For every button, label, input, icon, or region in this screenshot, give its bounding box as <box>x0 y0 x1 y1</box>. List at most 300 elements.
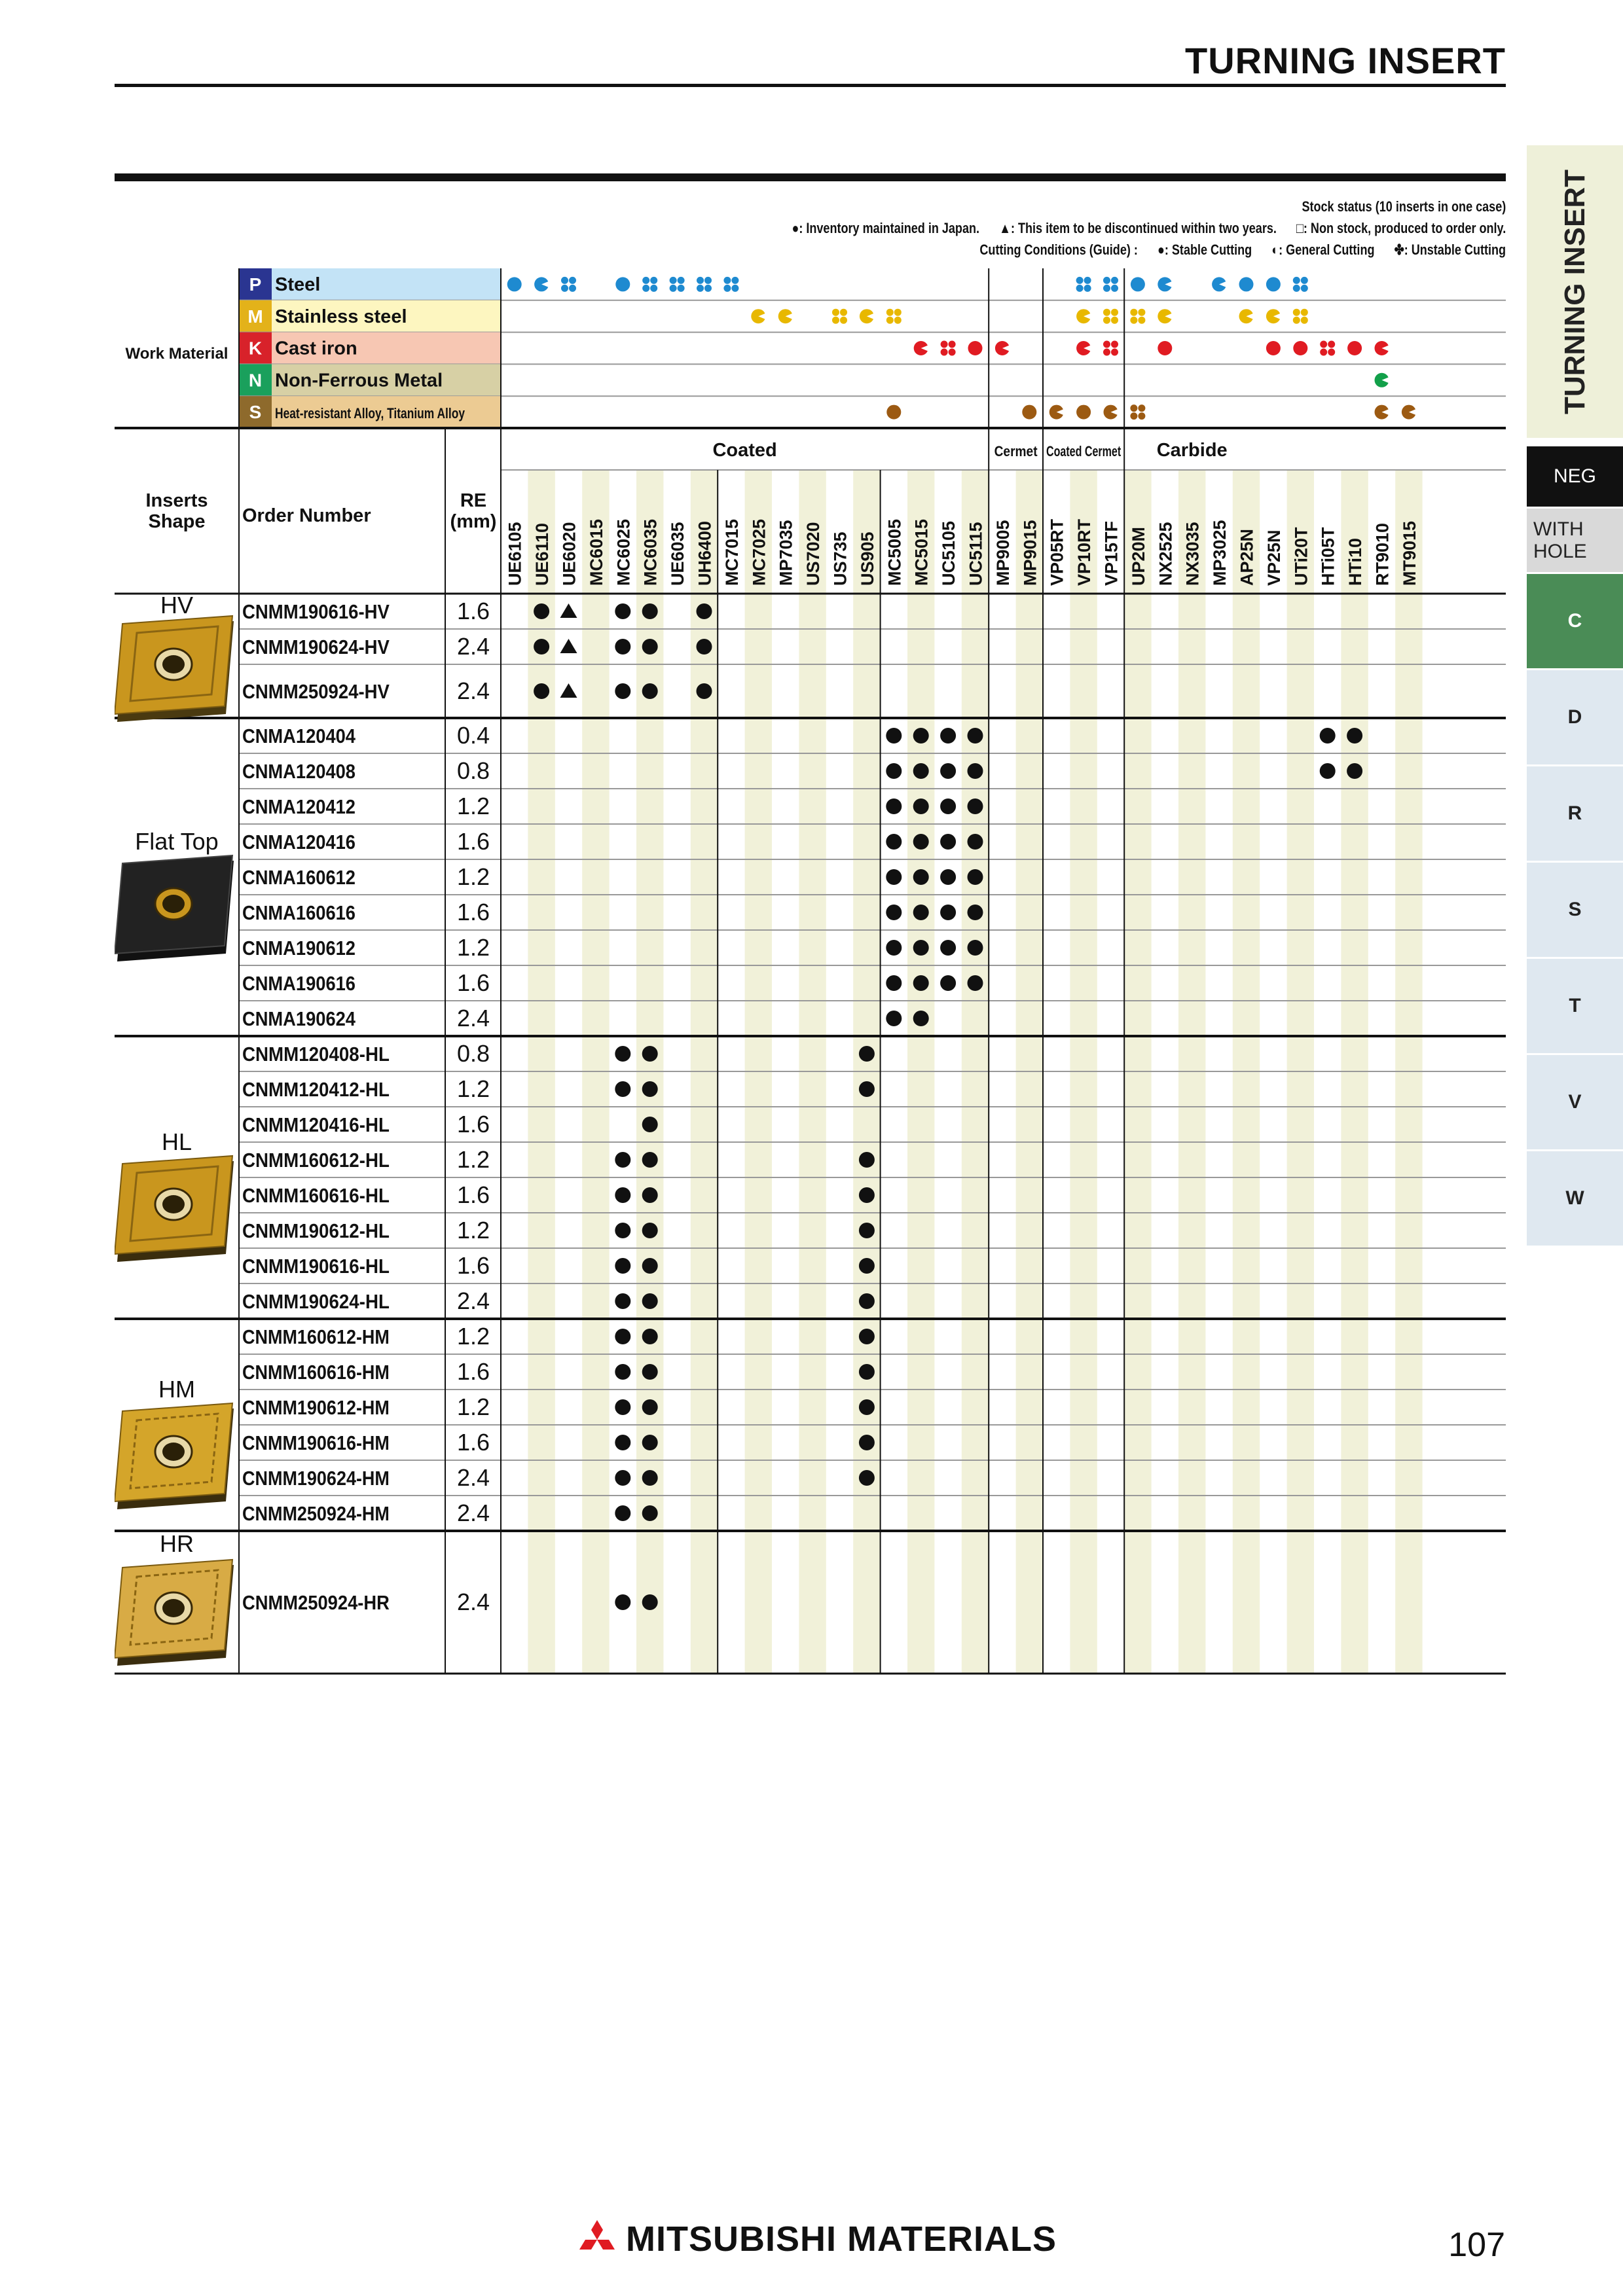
discontinued-triangle-icon: ▲ <box>998 220 1011 236</box>
unstable-lobe <box>650 285 657 292</box>
unstable-lobe <box>642 277 649 284</box>
unstable-center <box>729 282 733 286</box>
inventory-dot <box>642 1364 658 1380</box>
unstable-lobe <box>1111 349 1118 356</box>
inventory-dot <box>968 834 983 850</box>
side-tab-t-label: T <box>1569 995 1581 1016</box>
side-tab-s-label: S <box>1568 899 1582 920</box>
unstable-lobe <box>1138 412 1145 420</box>
material-mark-stable-icon <box>1158 341 1172 355</box>
unstable-lobe <box>1293 309 1300 316</box>
unstable-lobe <box>731 277 739 284</box>
order-number: CNMA160616 <box>242 901 356 924</box>
inventory-dot <box>615 1081 630 1097</box>
legend-inventory: : Inventory maintained in Japan. <box>799 220 979 236</box>
material-tag-letter: N <box>248 370 263 391</box>
inventory-dot <box>968 728 983 744</box>
inventory-dot <box>913 869 929 885</box>
re-value: 2.4 <box>456 677 490 704</box>
unstable-lobe <box>840 309 847 316</box>
side-tab-neg-label: NEG <box>1553 465 1596 487</box>
inventory-dot <box>886 975 902 991</box>
grade-name: US7020 <box>803 522 824 586</box>
legend-status-line <box>792 220 1506 237</box>
material-mark-unstable-icon <box>832 309 847 324</box>
material-mark-unstable-icon <box>1103 277 1118 292</box>
legend-stable: : Stable Cutting <box>1164 242 1252 258</box>
inventory-dot <box>886 763 902 779</box>
unstable-lobe <box>1076 285 1084 292</box>
legend-stock-status <box>1302 198 1506 215</box>
unstable-center <box>567 282 571 286</box>
material-name: Heat-resistant Alloy, Titanium Alloy <box>275 405 465 422</box>
inventory-dot <box>534 683 549 699</box>
grade-name: MC6015 <box>586 518 606 586</box>
unstable-lobe <box>894 309 902 316</box>
inventory-dot <box>968 905 983 920</box>
inventory-dot <box>940 763 956 779</box>
material-mark-unstable-icon <box>642 277 657 292</box>
legend-conditions-line <box>979 242 1506 259</box>
table-top-rule <box>115 173 1506 181</box>
unstable-center <box>1298 282 1302 286</box>
inventory-dot <box>940 940 956 956</box>
material-mark-unstable-icon <box>1103 309 1118 324</box>
re-value: 1.6 <box>456 899 490 925</box>
legend-unstable: : Unstable Cutting <box>1404 242 1506 258</box>
inventory-dot <box>859 1470 875 1486</box>
insert-hl-icon <box>115 1156 234 1262</box>
inventory-dot <box>913 905 929 920</box>
unstable-lobe <box>642 285 649 292</box>
unstable-lobe <box>650 277 657 284</box>
inventory-dot <box>697 639 712 655</box>
side-tab-r-label: R <box>1567 802 1582 824</box>
inventory-dot <box>1320 728 1336 744</box>
material-mark-stable-icon <box>1347 341 1362 355</box>
unstable-lobe <box>1103 309 1110 316</box>
inserts-shape-header-2: Shape <box>148 511 206 532</box>
inventory-dot <box>859 1081 875 1097</box>
inventory-dot <box>859 1258 875 1274</box>
unstable-lobe <box>1130 412 1137 420</box>
insert-hr-icon <box>115 1560 234 1666</box>
inventory-dot <box>886 834 902 850</box>
unstable-center <box>1082 282 1085 286</box>
order-number: CNMM120412-HL <box>242 1078 390 1101</box>
material-name: Cast iron <box>275 338 357 359</box>
side-tab-w[interactable] <box>1527 1151 1623 1247</box>
inventory-dot <box>642 1329 658 1344</box>
grade-name: US905 <box>857 531 877 586</box>
inventory-dot <box>940 728 956 744</box>
unstable-center <box>838 314 842 318</box>
stable-cutting-icon: ● <box>1157 242 1165 258</box>
grade-table-svg <box>115 268 1506 1700</box>
grade-name: UH6400 <box>695 520 715 586</box>
material-mark-stable-icon <box>1239 277 1254 291</box>
unstable-lobe <box>723 277 731 284</box>
page-number: 107 <box>1448 2226 1505 2264</box>
order-number: CNMA120412 <box>242 795 356 818</box>
inventory-dot <box>642 1046 658 1062</box>
inventory-dot <box>642 1293 658 1309</box>
grade-name: MP7035 <box>776 520 796 586</box>
inventory-dot <box>940 798 956 814</box>
order-number: CNMM120408-HL <box>242 1043 390 1066</box>
unstable-lobe <box>941 341 948 348</box>
grade-name: VP10RT <box>1074 518 1095 586</box>
order-number: CNMA120408 <box>242 760 356 783</box>
re-header-unit: (mm) <box>450 511 497 532</box>
unstable-lobe <box>1293 277 1300 284</box>
re-value: 1.6 <box>456 1429 490 1456</box>
unstable-lobe <box>894 317 902 324</box>
brand-name: MITSUBISHI MATERIALS <box>626 2219 1057 2259</box>
unstable-center <box>648 282 652 286</box>
material-mark-unstable-icon <box>697 277 712 292</box>
inventory-dot <box>534 603 549 619</box>
side-index-tab <box>1527 145 1623 1255</box>
non-stock-square-icon: □ <box>1296 220 1304 236</box>
re-value: 1.6 <box>456 828 490 855</box>
inventory-dot <box>886 728 902 744</box>
inventory-dot <box>615 1293 630 1309</box>
grade-name: MP9015 <box>1020 520 1040 586</box>
inventory-dot <box>615 639 630 655</box>
order-number: CNMM250924-HM <box>242 1502 390 1525</box>
grade-name: UC5105 <box>939 520 959 586</box>
inventory-dot <box>940 869 956 885</box>
material-mark-unstable-icon <box>723 277 739 292</box>
legend-discontinued: : This item to be discontinued within two years. <box>1010 220 1277 236</box>
unstable-lobe <box>1103 349 1110 356</box>
page-title: TURNING INSERT <box>1185 40 1506 81</box>
material-name: Non-Ferrous Metal <box>275 370 443 391</box>
unstable-lobe <box>1138 309 1145 316</box>
unstable-lobe <box>1130 404 1137 412</box>
inventory-dot <box>615 1187 630 1203</box>
inventory-dot <box>1320 763 1336 779</box>
inventory-dot <box>968 869 983 885</box>
inventory-dot <box>642 1258 658 1274</box>
grade-name: MC5015 <box>911 518 932 586</box>
material-tag-letter: S <box>249 402 262 423</box>
material-mark-unstable-icon <box>941 341 956 356</box>
unstable-lobe <box>704 285 712 292</box>
order-number: CNMM190612-HL <box>242 1219 390 1242</box>
unstable-lobe <box>1103 341 1110 348</box>
order-number: CNMA160612 <box>242 866 356 889</box>
re-value: 2.4 <box>456 1005 490 1031</box>
grade-name: UP20M <box>1128 526 1148 586</box>
group-label: Carbide <box>1156 440 1228 461</box>
unstable-lobe <box>1103 277 1110 284</box>
legend-stock-status-text: Stock status (10 inserts in one case) <box>1302 198 1506 215</box>
grade-name: MT9015 <box>1399 520 1419 586</box>
order-number: CNMM190624-HV <box>242 636 390 658</box>
inventory-dot <box>859 1152 875 1168</box>
inventory-dot <box>615 1594 630 1610</box>
inventory-dot <box>642 1187 658 1203</box>
re-value: 1.6 <box>456 1111 490 1138</box>
inventory-dot <box>859 1223 875 1238</box>
inventory-dot <box>859 1187 875 1203</box>
material-mark-stable-icon <box>1266 341 1281 355</box>
inventory-dot <box>615 1223 630 1238</box>
grade-name: NX2525 <box>1156 522 1176 586</box>
inventory-dot <box>886 869 902 885</box>
unstable-lobe <box>1111 309 1118 316</box>
grade-name: MC5005 <box>884 518 905 586</box>
shape-label: HL <box>161 1128 192 1155</box>
inventory-dot <box>642 639 658 655</box>
inventory-dot <box>615 683 630 699</box>
inventory-dot <box>913 975 929 991</box>
inventory-dot <box>642 1152 658 1168</box>
discontinued-triangle <box>560 683 577 698</box>
inventory-dot <box>642 1399 658 1415</box>
material-mark-unstable-icon <box>1320 341 1335 356</box>
unstable-lobe <box>949 341 956 348</box>
side-tab-d[interactable] <box>1527 670 1623 766</box>
unstable-center <box>1109 314 1113 318</box>
inventory-dot <box>615 1329 630 1344</box>
unstable-lobe <box>561 285 568 292</box>
unstable-lobe <box>1320 341 1327 348</box>
insert-flat-top-icon <box>115 855 234 961</box>
unstable-lobe <box>670 285 677 292</box>
inventory-dot <box>968 763 983 779</box>
side-tab-s[interactable] <box>1527 863 1623 959</box>
re-value: 1.2 <box>456 1146 490 1173</box>
re-value: 0.8 <box>456 1040 490 1067</box>
unstable-lobe <box>569 277 576 284</box>
inventory-dot <box>615 1505 630 1521</box>
inventory-dot <box>940 834 956 850</box>
unstable-center <box>892 314 896 318</box>
inventory-dot <box>615 1364 630 1380</box>
inventory-dot-icon: ● <box>792 220 799 236</box>
grade-name: MC6035 <box>640 518 661 586</box>
side-tab-t[interactable] <box>1527 959 1623 1055</box>
order-number: CNMM190612-HM <box>242 1396 390 1419</box>
unstable-lobe <box>731 285 739 292</box>
material-mark-stable-icon <box>507 277 522 291</box>
unstable-lobe <box>561 277 568 284</box>
order-number: CNMM190616-HM <box>242 1431 390 1454</box>
re-value: 1.6 <box>456 969 490 996</box>
material-mark-stable-icon <box>1022 405 1036 420</box>
unstable-lobe <box>670 277 677 284</box>
inventory-dot <box>642 1081 658 1097</box>
grade-name: UC5115 <box>966 522 986 586</box>
unstable-lobe <box>1138 317 1145 324</box>
order-number: CNMA190612 <box>242 937 356 960</box>
legend-general: : General Cutting <box>1279 242 1375 258</box>
re-value: 1.2 <box>456 934 490 961</box>
inventory-dot <box>642 1470 658 1486</box>
side-tab-v-label: V <box>1568 1091 1582 1113</box>
re-value: 0.8 <box>456 757 490 784</box>
unstable-lobe <box>1084 285 1091 292</box>
material-mark-unstable-icon <box>886 309 902 324</box>
grade-name: UE6110 <box>532 522 553 586</box>
grade-name: UTi20T <box>1291 527 1311 586</box>
inventory-dot <box>968 940 983 956</box>
grade-name: VP25N <box>1264 529 1284 586</box>
shape-label: Flat Top <box>135 828 219 855</box>
material-mark-unstable-icon <box>1293 277 1308 292</box>
unstable-lobe <box>697 285 704 292</box>
grade-name: VP05RT <box>1047 518 1067 586</box>
re-value: 2.4 <box>456 1464 490 1491</box>
group-label: Coated <box>712 440 777 461</box>
inventory-dot <box>642 683 658 699</box>
inventory-dot <box>968 975 983 991</box>
unstable-lobe <box>840 317 847 324</box>
insert-hole <box>162 1443 185 1461</box>
material-mark-stable-icon <box>615 277 630 291</box>
side-tab-neg[interactable] <box>1527 446 1623 509</box>
material-mark-stable-icon <box>1293 341 1307 355</box>
inventory-dot <box>1347 763 1362 779</box>
order-number: CNMM190624-HM <box>242 1467 390 1490</box>
unstable-center <box>1136 410 1140 414</box>
order-number: CNMM160612-HL <box>242 1149 390 1172</box>
inventory-dot <box>940 905 956 920</box>
unstable-lobe <box>1130 309 1137 316</box>
order-number: CNMM250924-HV <box>242 680 390 703</box>
inventory-dot <box>859 1329 875 1344</box>
side-tab-w-label: W <box>1565 1187 1584 1209</box>
discontinued-triangle <box>560 639 577 653</box>
side-tab-with-hole-label: WITH HOLE <box>1533 518 1587 562</box>
re-value: 1.2 <box>456 1323 490 1350</box>
footer-logo <box>576 2219 1057 2259</box>
title-rule <box>115 84 1506 87</box>
inventory-dot <box>859 1364 875 1380</box>
side-tab-v[interactable] <box>1527 1055 1623 1151</box>
unstable-cutting-icon: ✤ <box>1394 242 1404 258</box>
inventory-dot <box>615 1152 630 1168</box>
unstable-lobe <box>1301 309 1308 316</box>
unstable-lobe <box>704 277 712 284</box>
order-number: CNMM160616-HM <box>242 1361 390 1384</box>
order-number: CNMA190616 <box>242 972 356 995</box>
material-mark-unstable-icon <box>561 277 576 292</box>
re-value: 1.2 <box>456 793 490 819</box>
material-tag-letter: M <box>247 306 263 327</box>
material-mark-stable-icon <box>886 405 901 420</box>
inventory-dot <box>913 940 929 956</box>
inventory-dot <box>886 1011 902 1026</box>
unstable-lobe <box>1084 277 1091 284</box>
unstable-center <box>1326 346 1330 350</box>
side-tab-r[interactable] <box>1527 766 1623 863</box>
discontinued-triangle <box>560 603 577 618</box>
shape-label: HV <box>160 592 194 619</box>
re-value: 1.2 <box>456 1075 490 1102</box>
insert-hm-icon <box>115 1403 234 1509</box>
unstable-lobe <box>697 277 704 284</box>
re-value: 2.4 <box>456 633 490 660</box>
re-value: 2.4 <box>456 1287 490 1314</box>
order-number: CNMM160612-HM <box>242 1325 390 1348</box>
inventory-dot <box>913 798 929 814</box>
order-number: CNMM160616-HL <box>242 1184 390 1207</box>
inventory-dot <box>859 1435 875 1450</box>
material-mark-stable-icon <box>1131 277 1145 291</box>
side-tab-c-label: C <box>1567 610 1582 632</box>
unstable-lobe <box>1328 349 1335 356</box>
re-value: 1.6 <box>456 598 490 624</box>
material-name: Steel <box>275 274 321 295</box>
material-tag-letter: K <box>248 338 263 359</box>
grade-table <box>115 268 1506 1700</box>
inventory-dot <box>859 1399 875 1415</box>
grade-name: HTi10 <box>1345 537 1366 586</box>
material-mark-unstable-icon <box>670 277 685 292</box>
grade-name: MP9005 <box>993 520 1013 586</box>
re-value: 1.6 <box>456 1252 490 1279</box>
grade-name: RT9010 <box>1372 522 1393 586</box>
unstable-lobe <box>832 309 839 316</box>
insert-hole <box>162 1195 185 1213</box>
inventory-dot <box>642 603 658 619</box>
side-tab-c[interactable] <box>1527 574 1623 670</box>
inventory-dot <box>913 728 929 744</box>
inventory-dot <box>859 1046 875 1062</box>
re-value: 2.4 <box>456 1499 490 1526</box>
re-value: 1.2 <box>456 1393 490 1420</box>
unstable-lobe <box>1328 341 1335 348</box>
unstable-center <box>675 282 679 286</box>
re-value: 2.4 <box>456 1588 490 1615</box>
unstable-lobe <box>1293 285 1300 292</box>
unstable-lobe <box>723 285 731 292</box>
insert-hole <box>162 655 185 673</box>
unstable-lobe <box>1076 277 1084 284</box>
group-label: Coated Cermet <box>1046 443 1122 459</box>
inventory-dot <box>1347 728 1362 744</box>
grade-name: US735 <box>830 531 850 586</box>
inventory-dot <box>886 940 902 956</box>
order-number-header: Order Number <box>242 505 371 526</box>
unstable-lobe <box>886 309 894 316</box>
inventory-dot <box>642 1435 658 1450</box>
material-mark-stable-icon <box>968 341 983 355</box>
insert-hole <box>162 895 185 913</box>
unstable-lobe <box>1301 317 1308 324</box>
insert-hole <box>162 1599 185 1617</box>
side-tab-with-hole[interactable] <box>1527 509 1623 574</box>
order-number: CNMA120404 <box>242 725 356 747</box>
material-mark-unstable-icon <box>1103 341 1118 356</box>
order-number: CNMM190616-HV <box>242 600 390 623</box>
material-mark-stable-icon <box>1266 277 1281 291</box>
unstable-lobe <box>886 317 894 324</box>
material-mark-stable-icon <box>1076 405 1091 420</box>
unstable-lobe <box>1301 277 1308 284</box>
unstable-center <box>1109 346 1113 350</box>
material-mark-unstable-icon <box>1130 404 1145 420</box>
unstable-lobe <box>941 349 948 356</box>
order-number: CNMM120416-HL <box>242 1113 390 1136</box>
inventory-dot <box>615 1046 630 1062</box>
grade-name: UE6105 <box>505 522 525 586</box>
inventory-dot <box>940 975 956 991</box>
